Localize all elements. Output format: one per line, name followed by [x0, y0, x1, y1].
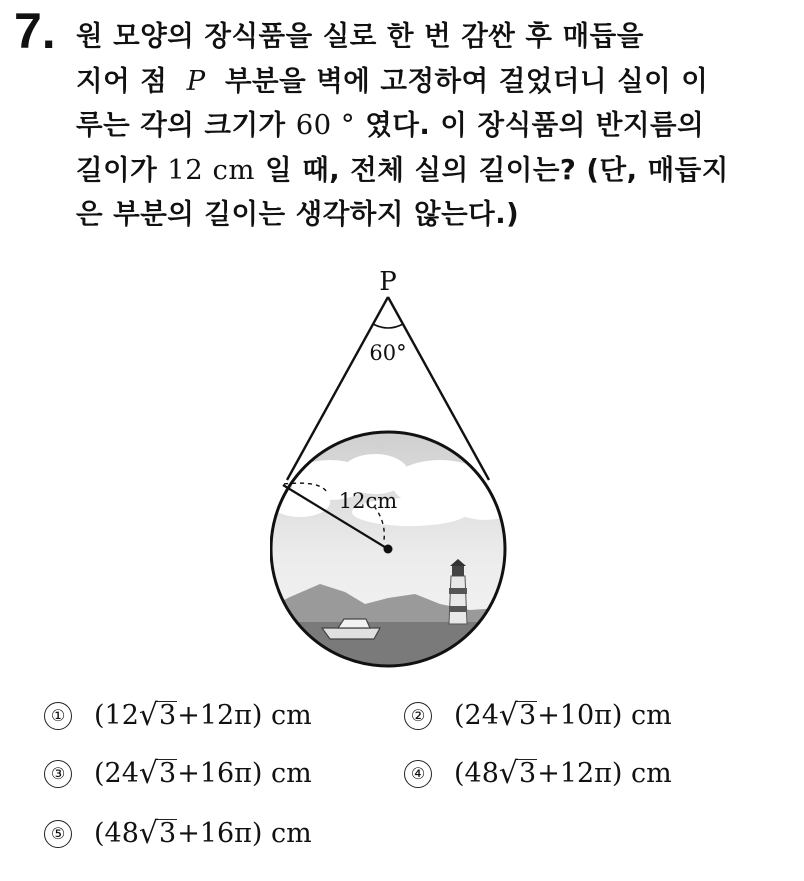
question-line-2	[76, 59, 796, 104]
angle-arc	[373, 324, 403, 328]
choice-2[interactable]	[404, 697, 672, 733]
point-p: P	[379, 267, 397, 297]
sea	[270, 622, 530, 682]
choice-2-number: ②	[404, 702, 432, 730]
question-line-3a: 루는 각의 크기가	[76, 109, 286, 141]
question-line-2b: 부분을 벽에 고정하여 걸었더니 실이 이	[224, 64, 709, 97]
choice-4-number: ④	[404, 760, 432, 788]
question-line-3b: 였다. 이 장식품의 반지름의	[365, 109, 705, 141]
question-line-4a: 길이가	[76, 153, 158, 186]
choice-1[interactable]	[44, 697, 312, 733]
question-line-3	[76, 103, 796, 148]
choice-3[interactable]	[44, 755, 312, 791]
choice-5[interactable]	[44, 815, 312, 851]
question-number: 7.	[14, 3, 56, 59]
radius-value: 12 cm	[167, 153, 255, 186]
ornament-scene	[270, 432, 530, 682]
question-line-4	[76, 148, 796, 193]
choice-1-post: +12π) cm	[177, 700, 312, 731]
choice-3-post: +16π) cm	[177, 758, 312, 789]
choice-4[interactable]	[404, 755, 672, 791]
question-line-1: 원 모양의 장식품을 실로 한 번 감싼 후 매듭을	[76, 20, 644, 52]
choice-5-sqrt: √ 3	[138, 815, 177, 851]
choice-3-number: ③	[44, 760, 72, 788]
question-line-2a: 지어 점	[76, 64, 168, 97]
choice-2-pre: (24	[454, 700, 499, 731]
choice-5-post: +16π) cm	[177, 818, 312, 849]
choice-1-number: ①	[44, 702, 72, 730]
ornament-diagram	[270, 262, 530, 682]
choice-1-sqrt: √ 3	[138, 697, 177, 733]
point-p-label: P	[186, 64, 206, 97]
choice-5-number: ⑤	[44, 820, 72, 848]
choice-3-sqrt: √ 3	[138, 755, 177, 791]
choice-4-sqrt: √ 3	[498, 755, 537, 791]
center-point	[384, 545, 393, 554]
choice-1-pre: (12	[94, 700, 139, 731]
choice-5-pre: (48	[94, 818, 139, 849]
choice-3-pre: (24	[94, 758, 139, 789]
choice-4-post: +12π) cm	[537, 758, 672, 789]
question-text	[76, 14, 796, 237]
question-line-5: 은 부분의 길이는 생각하지 않는다.)	[76, 198, 520, 230]
question-line-4b: 일 때, 전체 실의 길이는? (단, 매듭지	[265, 153, 729, 186]
angle-value: 60 °	[295, 109, 356, 141]
radius-label: 12cm	[338, 489, 398, 513]
angle-label: 60°	[369, 341, 407, 365]
choice-2-sqrt: √ 3	[498, 697, 537, 733]
choice-2-post: +10π) cm	[537, 700, 672, 731]
ornament-figure	[270, 262, 530, 682]
choice-4-pre: (48	[454, 758, 499, 789]
